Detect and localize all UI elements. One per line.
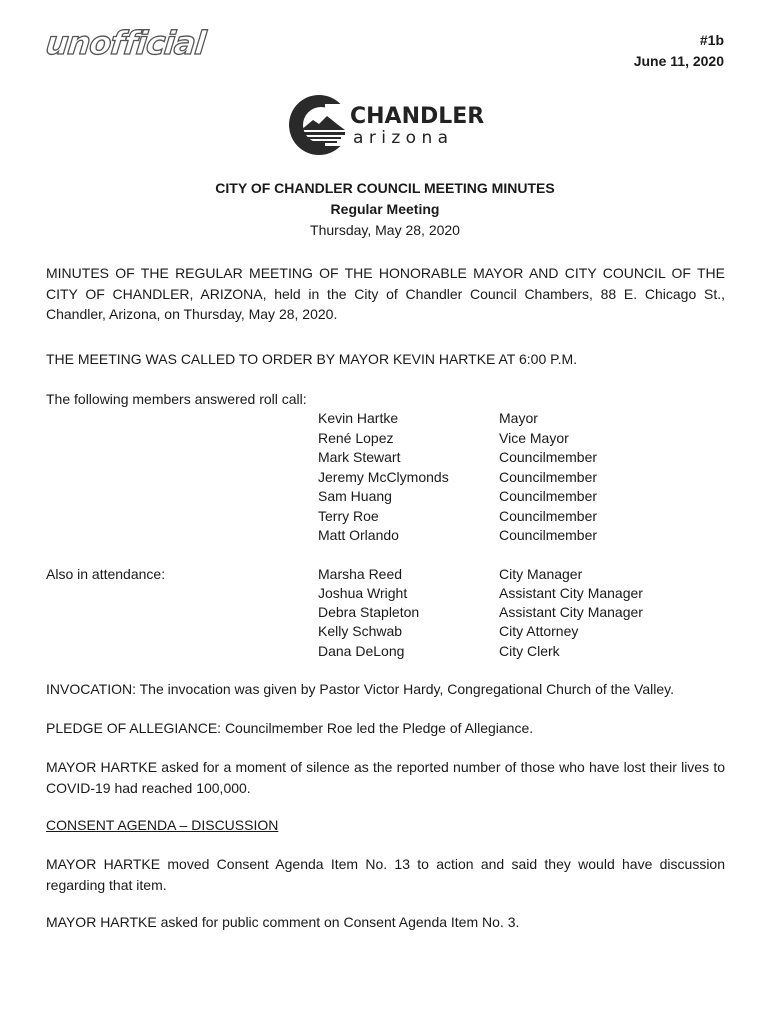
attendance-title: City Clerk xyxy=(499,643,560,659)
public-comment-paragraph: MAYOR HARTKE asked for public comment on Consent Agenda Item No. 3. xyxy=(46,914,520,930)
intro-paragraph: MINUTES OF THE REGULAR MEETING OF THE HONORABLE MAYOR AND CITY COUNCIL OF THE CITY OF CHANDLER, ARIZONA, held in the City of Chandler Council Chambers, 88 E. Chicago St., Chandler, Arizona, on Thursday, May 28, 2020. xyxy=(46,265,725,322)
roll-call-name: Terry Roe xyxy=(318,508,379,524)
document-date: June 11, 2020 xyxy=(633,53,724,69)
chandler-logo xyxy=(287,90,487,160)
minutes-title: CITY OF CHANDLER COUNCIL MEETING MINUTES xyxy=(215,180,555,196)
attendance-name: Debra Stapleton xyxy=(318,604,420,620)
attendance-title: Assistant City Manager xyxy=(499,585,643,601)
attendance-name: Marsha Reed xyxy=(318,566,403,582)
logo-wordmark: CHANDLER xyxy=(350,104,485,129)
roll-call-title: Councilmember xyxy=(499,469,598,485)
roll-call-name: Jeremy McClymonds xyxy=(318,469,449,485)
roll-call-name: René Lopez xyxy=(318,430,394,446)
meeting-date: Thursday, May 28, 2020 xyxy=(310,222,460,238)
call-to-order: THE MEETING WAS CALLED TO ORDER BY MAYOR KEVIN HARTKE AT 6:00 P.M. xyxy=(46,351,578,367)
attendance-title: City Attorney xyxy=(499,623,579,639)
minutes-header xyxy=(0,178,770,241)
roll-call-name: Kevin Hartke xyxy=(318,410,399,426)
attendance-label: Also in attendance: xyxy=(46,566,166,582)
chandler-logo-icon xyxy=(287,90,487,160)
roll-call-label: The following members answered roll call: xyxy=(46,391,307,407)
pledge-paragraph: PLEDGE OF ALLEGIANCE: Councilmember Roe led the Pledge of Allegiance. xyxy=(46,720,534,736)
meeting-type: Regular Meeting xyxy=(330,201,440,217)
attendance-title: Assistant City Manager xyxy=(499,604,643,620)
roll-call-title: Councilmember xyxy=(499,488,598,504)
consent-agenda-heading: CONSENT AGENDA – DISCUSSION xyxy=(46,817,279,833)
roll-call-title: Councilmember xyxy=(499,527,598,543)
unofficial-watermark: unofficial xyxy=(44,24,207,62)
attendance-title: City Manager xyxy=(499,566,583,582)
roll-call-title: Vice Mayor xyxy=(499,430,569,446)
attendance-name: Kelly Schwab xyxy=(318,623,403,639)
logo-state: a r i z o n a xyxy=(353,128,449,148)
roll-call-title: Mayor xyxy=(499,410,538,426)
agenda-item-number: #1b xyxy=(699,32,724,48)
invocation-paragraph: INVOCATION: The invocation was given by Pastor Victor Hardy, Congregational Church of the Valley. xyxy=(46,681,674,697)
roll-call-name: Sam Huang xyxy=(318,488,392,504)
roll-call-title: Councilmember xyxy=(499,508,598,524)
roll-call-title: Councilmember xyxy=(499,449,598,465)
roll-call-name: Matt Orlando xyxy=(318,527,399,543)
attendance-name: Joshua Wright xyxy=(318,585,408,601)
roll-call-name: Mark Stewart xyxy=(318,449,401,465)
moment-of-silence-paragraph: MAYOR HARTKE asked for a moment of silence as the reported number of those who have lost their lives to COVID-19 had reached 100,000. xyxy=(46,759,725,796)
attendance-name: Dana DeLong xyxy=(318,643,405,659)
document-corner-info xyxy=(634,30,724,72)
consent-move-paragraph: MAYOR HARTKE moved Consent Agenda Item No. 13 to action and said they would have discussion regarding that item. xyxy=(46,856,725,893)
